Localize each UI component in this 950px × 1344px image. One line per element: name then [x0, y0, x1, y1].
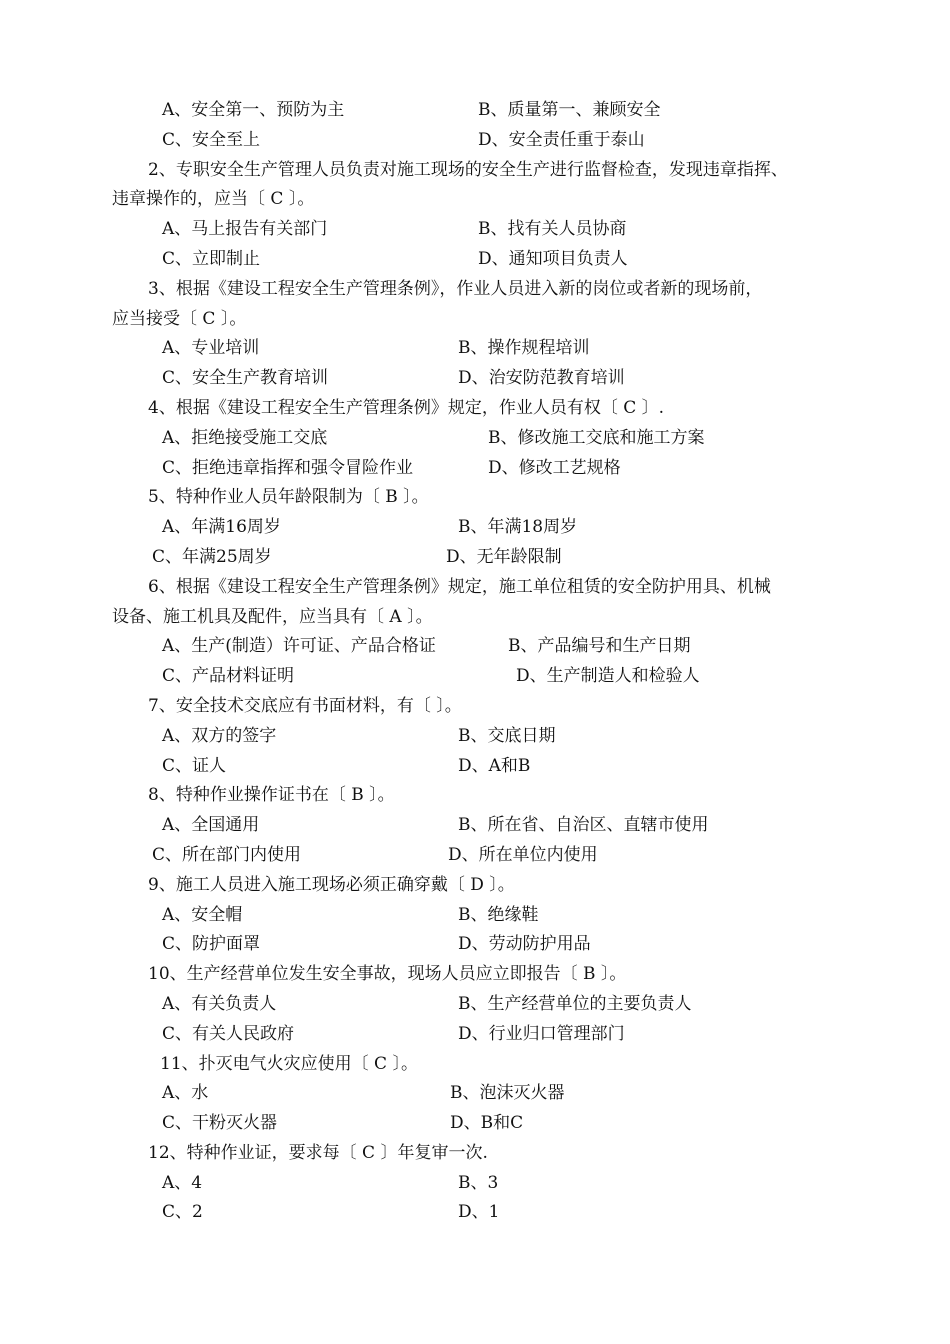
- option-left: A、专业培训: [162, 338, 260, 359]
- option-row: [0, 364, 950, 394]
- option-left: C、有关人民政府: [162, 1023, 295, 1044]
- option-right: D、劳动防护用品: [458, 934, 591, 955]
- document-page: [0, 96, 950, 1228]
- option-left: A、生产(制造）许可证、产品合格证: [162, 636, 436, 657]
- question-line: [0, 960, 950, 990]
- question-text: 7、安全技术交底应有书面材料，有〔 〕。: [148, 695, 462, 716]
- option-row: [0, 96, 950, 126]
- option-right: B、产品编号和生产日期: [508, 636, 691, 657]
- question-text: 2、专职安全生产管理人员负责对施工现场的安全生产进行监督检查，发现违章指挥、: [148, 159, 788, 180]
- option-right: B、所在省、自治区、直辖市使用: [458, 815, 709, 836]
- question-text: 应当接受〔 C 〕。: [112, 308, 247, 329]
- option-row: [0, 126, 950, 156]
- question-line: [0, 692, 950, 722]
- question-line: [0, 781, 950, 811]
- question-continuation: [0, 603, 950, 633]
- option-left: A、4: [162, 1172, 203, 1193]
- question-line: [0, 483, 950, 513]
- option-right: B、年满18周岁: [458, 517, 578, 538]
- question-continuation: [0, 185, 950, 215]
- option-right: B、绝缘鞋: [458, 904, 539, 925]
- option-right: B、质量第一、兼顾安全: [478, 100, 661, 120]
- option-left: A、安全第一、预防为主: [162, 100, 345, 120]
- option-right: B、生产经营单位的主要负责人: [458, 993, 692, 1014]
- option-left: A、拒绝接受施工交底: [162, 427, 328, 448]
- option-row: [0, 1020, 950, 1050]
- question-text: 4、根据《建设工程安全生产管理条例》规定，作业人员有权〔 C 〕.: [148, 397, 665, 418]
- option-row: [0, 752, 950, 782]
- option-right: B、修改施工交底和施工方案: [488, 427, 705, 448]
- option-right: D、行业归口管理部门: [458, 1023, 625, 1044]
- option-right: B、交底日期: [458, 725, 556, 746]
- question-line: [0, 1139, 950, 1169]
- option-left: C、安全生产教育培训: [162, 368, 329, 389]
- option-right: D、A和B: [458, 755, 531, 776]
- option-row: [0, 454, 950, 484]
- option-left: C、产品材料证明: [162, 666, 295, 687]
- option-right: D、治安防范教育培训: [458, 368, 625, 389]
- option-left: C、立即制止: [162, 248, 261, 269]
- question-text: 6、根据《建设工程安全生产管理条例》规定，施工单位租赁的安全防护用具、机械: [148, 576, 771, 597]
- option-right: B、泡沫灭火器: [450, 1083, 565, 1104]
- option-right: B、操作规程培训: [458, 338, 590, 359]
- option-left: A、水: [162, 1083, 209, 1104]
- option-row: [0, 1109, 950, 1139]
- option-left: C、年满25周岁: [152, 546, 272, 567]
- question-text: 9、施工人员进入施工现场必须正确穿戴〔 D 〕。: [148, 874, 515, 895]
- question-line: [0, 871, 950, 901]
- option-left: C、拒绝违章指挥和强令冒险作业: [162, 457, 414, 478]
- option-left: C、证人: [162, 755, 227, 776]
- question-line: [0, 1050, 950, 1080]
- option-row: [0, 662, 950, 692]
- question-text: 设备、施工机具及配件，应当具有〔 A 〕。: [112, 606, 433, 627]
- question-line: [0, 573, 950, 603]
- option-row: [0, 811, 950, 841]
- option-right: D、所在单位内使用: [448, 844, 598, 865]
- option-right: B、3: [458, 1172, 499, 1193]
- question-text: 12、特种作业证，要求每〔 C 〕年复审一次.: [148, 1142, 488, 1163]
- option-left: A、有关负责人: [162, 993, 277, 1014]
- option-row: [0, 1169, 950, 1199]
- question-line: [0, 394, 950, 424]
- option-row: [0, 334, 950, 364]
- question-line: [0, 156, 950, 186]
- option-right: D、生产制造人和检验人: [516, 666, 700, 687]
- option-row: [0, 1198, 950, 1228]
- question-continuation: [0, 305, 950, 335]
- option-row: [0, 841, 950, 871]
- question-text: 11、扑灭电气火灾应使用〔 C 〕。: [160, 1053, 418, 1074]
- option-right: D、安全责任重于泰山: [478, 129, 645, 150]
- option-row: [0, 245, 950, 275]
- option-row: [0, 424, 950, 454]
- option-left: A、安全帽: [162, 904, 243, 925]
- option-row: [0, 722, 950, 752]
- option-row: [0, 990, 950, 1020]
- option-left: C、安全至上: [162, 129, 261, 150]
- option-left: C、干粉灭火器: [162, 1113, 278, 1134]
- option-left: C、所在部门内使用: [152, 844, 302, 865]
- option-right: D、修改工艺规格: [488, 457, 621, 478]
- question-text: 5、特种作业人员年龄限制为〔 B 〕。: [148, 487, 429, 508]
- option-right: B、找有关人员协商: [478, 219, 627, 240]
- option-left: A、马上报告有关部门: [162, 219, 328, 240]
- question-text: 违章操作的，应当〔 C 〕。: [112, 189, 315, 210]
- option-row: [0, 632, 950, 662]
- option-left: A、双方的签字: [162, 725, 277, 746]
- option-left: C、2: [162, 1202, 203, 1223]
- option-row: [0, 1079, 950, 1109]
- option-row: [0, 513, 950, 543]
- question-text: 8、特种作业操作证书在〔 B 〕。: [148, 785, 395, 806]
- option-left: C、防护面罩: [162, 934, 261, 955]
- option-left: A、全国通用: [162, 815, 260, 836]
- option-row: [0, 930, 950, 960]
- option-row: [0, 215, 950, 245]
- question-text: 10、生产经营单位发生安全事故，现场人员应立即报告〔 B 〕。: [148, 964, 627, 985]
- option-right: D、1: [458, 1202, 500, 1223]
- option-row: [0, 543, 950, 573]
- option-right: D、无年龄限制: [446, 546, 562, 567]
- question-text: 3、根据《建设工程安全生产管理条例》，作业人员进入新的岗位或者新的现场前，: [148, 278, 763, 299]
- option-left: A、年满16周岁: [162, 517, 281, 538]
- option-right: D、通知项目负责人: [478, 248, 628, 269]
- question-line: [0, 275, 950, 305]
- option-row: [0, 901, 950, 931]
- option-right: D、B和C: [450, 1113, 524, 1134]
